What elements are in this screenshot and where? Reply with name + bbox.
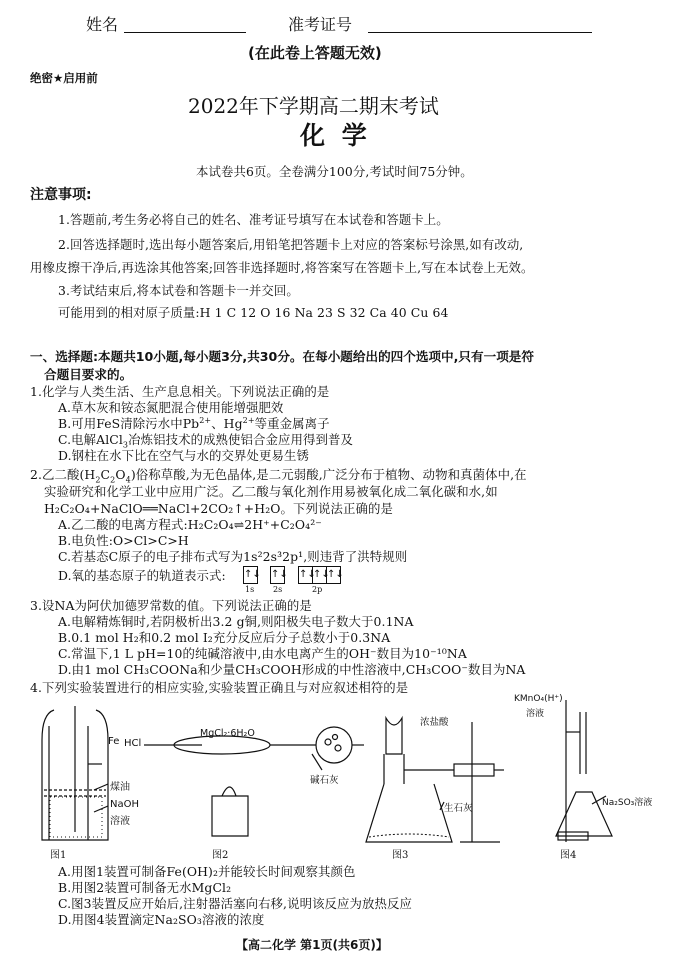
fig1-caption: 图1 bbox=[50, 850, 67, 861]
q2-option-a: A.乙二酸的电离方程式:H₂C₂O₄⇌2H⁺+C₂O₄²⁻ bbox=[58, 517, 322, 532]
name-blank bbox=[124, 32, 246, 33]
apparatus-figures bbox=[24, 692, 654, 852]
q3-option-c: C.常温下,1 L pH=10的纯碱溶液中,由水电离产生的OH⁻数目为10⁻¹⁰NA bbox=[58, 646, 467, 661]
q1-stem: 1.化学与人类生活、生产息息相关。下列说法正确的是 bbox=[30, 384, 330, 399]
fig2-hcl-label: HCl bbox=[124, 738, 142, 749]
notice-item-1: 1.答题前,考生务必将自己的姓名、准考证号填写在本试卷和答题卡上。 bbox=[58, 212, 449, 227]
notice-item-2: 2.回答选择题时,选出每小题答案后,用铅笔把答题卡上对应的答案标号涂黑,如有改动, bbox=[58, 237, 524, 252]
q2-option-c: C.若基态C原子的电子排布式写为1s²2s³2p¹,则违背了洪特规则 bbox=[58, 549, 408, 564]
fig1-soln-label: 溶液 bbox=[110, 816, 130, 827]
ticket-label: 准考证号 bbox=[288, 15, 353, 34]
q2-stem-line3: H₂C₂O₄+NaClO══NaCl+2CO₂↑+H₂O。下列说法正确的是 bbox=[44, 501, 393, 516]
orbital-label-2p: 2p bbox=[312, 585, 323, 594]
q4-stem: 4.下列实验装置进行的相应实验,实验装置正确且与对应叙述相符的是 bbox=[30, 680, 409, 695]
q4-option-d: D.用图4装置滴定Na₂SO₃溶液的浓度 bbox=[58, 912, 265, 927]
notice-title: 注意事项: bbox=[30, 187, 92, 203]
page-footer: 【高二化学 第1页(共6页)】 bbox=[236, 938, 388, 952]
fig3-flask bbox=[366, 784, 452, 842]
orbital-arrows: ↑↓ bbox=[244, 569, 261, 580]
atomic-masses: 可能用到的相对原子质量:H 1 C 12 O 16 Na 23 S 32 Ca 40 Cu 64 bbox=[58, 305, 449, 320]
q3-option-a: A.电解精炼铜时,若阴极析出3.2 g铜,则阳极失电子数大于0.1NA bbox=[58, 614, 414, 629]
fig4-kmno4-soln-label: 溶液 bbox=[526, 709, 545, 719]
section-heading: 一、选择题:本题共10小题,每小题3分,共30分。在每小题给出的四个选项中,只有一项是符 bbox=[30, 349, 534, 364]
q4-option-b: B.用图2装置可制备无水MgCl₂ bbox=[58, 880, 232, 895]
exam-title: 2022年下学期高二期末考试 bbox=[188, 94, 439, 118]
orbital-2p-box bbox=[298, 566, 344, 584]
name-label: 姓名 bbox=[86, 15, 119, 34]
orbital-arrows: ↑↓ bbox=[271, 569, 288, 580]
notice-item-2-cont: 用橡皮擦干净后,再选涂其他答案;回答非选择题时,将答案写在答题卡上,写在本试卷上无效。 bbox=[30, 260, 534, 275]
fig3-lime-label: 生石灰 bbox=[444, 803, 473, 814]
fig4-kmno4-label: KMnO₄(H⁺) bbox=[514, 694, 563, 704]
q3-option-b: B.0.1 mol H₂和0.2 mol I₂充分反应后分子总数小于0.3NA bbox=[58, 630, 391, 645]
q2-stem-line2: 实验研究和化学工业中应用广泛。乙二酸与氧化剂作用易被氧化成二氧化碳和水,如 bbox=[44, 484, 498, 499]
orbital-1s-box bbox=[243, 566, 261, 584]
orbital-2s-box bbox=[270, 566, 288, 584]
exam-info: 本试卷共6页。全卷满分100分,考试时间75分钟。 bbox=[196, 164, 473, 179]
q1-option-b: B.可用FeS清除污水中$Pb^{2+}$、$Hg^{2+}$等重金属离子 bbox=[58, 415, 330, 431]
q4-option-c: C.图3装置反应开始后,注射器活塞向右移,说明该反应为放热反应 bbox=[58, 896, 412, 911]
q1-option-d: D.钢柱在水下比在空气与水的交界处更易生锈 bbox=[58, 448, 309, 463]
fig1-naoh-label: NaOH bbox=[110, 799, 139, 810]
fig3-hcl-label: 浓盐酸 bbox=[420, 717, 449, 728]
fig2-mgcl-label: MgCl₂·6H₂O bbox=[200, 728, 255, 739]
orbital-arrows: ↑↓ bbox=[313, 567, 327, 583]
orbital-arrows: ↑↓ bbox=[327, 569, 344, 580]
orbital-label-2s: 2s bbox=[273, 585, 283, 594]
fig4-caption: 图4 bbox=[560, 850, 577, 861]
fig1-fe-label: Fe bbox=[108, 736, 120, 747]
secret-mark: 绝密★启用前 bbox=[30, 71, 98, 85]
invalid-note: (在此卷上答题无效) bbox=[248, 44, 382, 62]
fig2-caption: 图2 bbox=[212, 850, 229, 861]
q2-option-b: B.电负性:O>Cl>C>H bbox=[58, 533, 189, 548]
fig4-na2so3-label: Na₂SO₃溶液 bbox=[602, 798, 653, 808]
q4-option-a: A.用图1装置可制备Fe(OH)₂并能较长时间观察其颜色 bbox=[58, 864, 356, 879]
q1-option-c: C.电解AlCl$_3$冶炼铝技术的成熟使铝合金应用得到普及 bbox=[58, 432, 353, 450]
ticket-blank bbox=[368, 32, 592, 33]
fig2-silica-label: 碱石灰 bbox=[310, 775, 339, 786]
q3-option-d: D.由1 mol CH₃COONa和少量CH₃COOH形成的中性溶液中,CH₃COO⁻数目为NA bbox=[58, 662, 526, 677]
orbital-label-1s: 1s bbox=[245, 585, 255, 594]
q2-stem-line1: 2.乙二酸$(H_2C_2O_4)$俗称草酸,为无色晶体,是二元弱酸,广泛分布于植物、动物和真菌体中,在 bbox=[30, 467, 527, 485]
orbital-arrows: ↑↓ bbox=[299, 567, 313, 583]
fig1-oil-label: 煤油 bbox=[110, 782, 130, 793]
fig3-caption: 图3 bbox=[392, 850, 409, 861]
q3-stem: 3.设NA为阿伏加德罗常数的值。下列说法正确的是 bbox=[30, 598, 312, 613]
q1-option-a: A.草木灰和铵态氮肥混合使用能增强肥效 bbox=[58, 400, 284, 415]
subject-title: 化 学 bbox=[300, 121, 371, 150]
section-heading-cont: 合题目要求的。 bbox=[44, 367, 133, 382]
q2-option-d: D.氧的基态原子的轨道表示式: bbox=[58, 568, 226, 583]
notice-item-3: 3.考试结束后,将本试卷和答题卡一并交回。 bbox=[58, 283, 299, 298]
